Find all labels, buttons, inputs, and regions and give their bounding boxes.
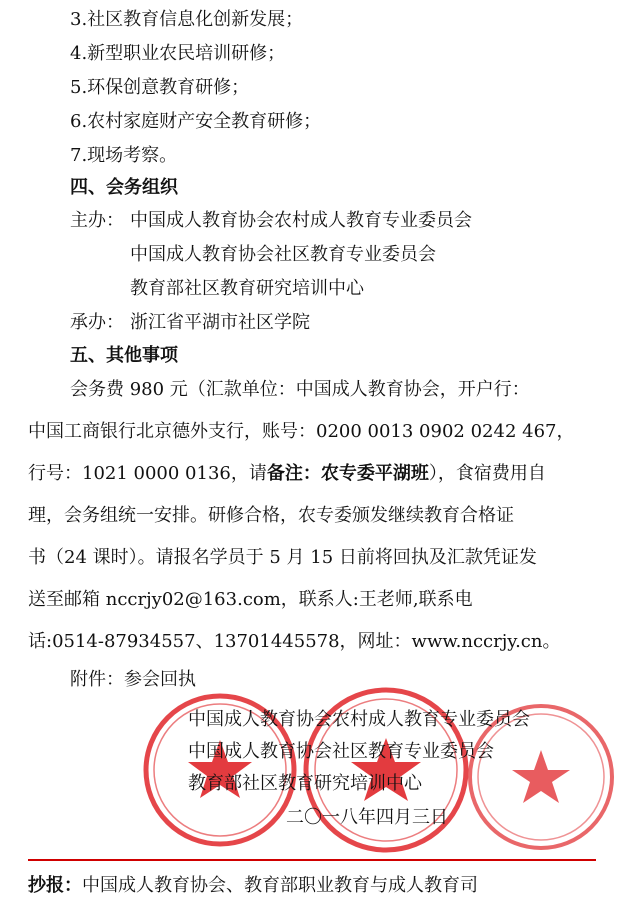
paragraph-line: 理，会务组统一安排。研修合格，农专委颁发继续教育合格证 xyxy=(28,505,514,526)
paragraph-line: 话:0514-87934557、13701445578，网址：www.nccrjy.cn。 xyxy=(28,631,561,652)
paragraph-line: 书（24 课时）。请报名学员于 5 月 15 日前将回执及汇款凭证发 xyxy=(28,547,537,568)
paragraph-line: 中国工商银行北京德外支行，账号：0200 0013 0902 0242 467， xyxy=(28,421,575,442)
list-item: 4.新型职业农民培训研修； xyxy=(70,43,286,64)
attachment-note: 附件：参会回执 xyxy=(70,669,196,690)
paragraph-text: 行号：1021 0000 0136，请 xyxy=(28,463,267,484)
signature-line: 中国成人教育协会社区教育专业委员会 xyxy=(188,741,494,762)
list-item: 6.农村家庭财产安全教育研修； xyxy=(70,111,322,132)
section-heading: 五、其他事项 xyxy=(70,345,178,366)
organizer-label: 承办： xyxy=(70,312,124,333)
document-date: 二〇一八年四月三日 xyxy=(286,807,448,828)
host-line: 中国成人教育协会农村成人教育专业委员会 xyxy=(130,210,472,231)
list-item: 7.现场考察。 xyxy=(70,145,178,166)
host-line: 中国成人教育协会社区教育专业委员会 xyxy=(130,244,436,265)
section-heading: 四、会务组织 xyxy=(70,177,178,198)
cc-line xyxy=(28,874,478,898)
list-item: 3.社区教育信息化创新发展； xyxy=(70,9,304,30)
list-item: 5.环保创意教育研修； xyxy=(70,77,250,98)
cc-text: 中国成人教育协会、教育部职业教育与成人教育司 xyxy=(82,875,478,896)
signature-line: 中国成人教育协会农村成人教育专业委员会 xyxy=(188,709,530,730)
signature-line: 教育部社区教育研究培训中心 xyxy=(188,773,422,794)
paragraph-text: ），食宿费用自 xyxy=(428,463,546,484)
organizer-name: 浙江省平湖市社区学院 xyxy=(130,312,310,333)
paragraph-line xyxy=(28,462,546,486)
paragraph-line: 送至邮箱 nccrjy02@163.com，联系人:王老师,联系电 xyxy=(28,589,473,610)
host-line: 教育部社区教育研究培训中心 xyxy=(130,278,364,299)
host-label: 主办： xyxy=(70,210,124,231)
red-divider xyxy=(28,859,596,861)
remark-note: 备注：农专委平湖班 xyxy=(266,463,429,484)
cc-label: 抄报： xyxy=(28,875,82,896)
paragraph-line: 会务费 980 元（汇款单位：中国成人教育协会，开户行： xyxy=(70,379,530,400)
